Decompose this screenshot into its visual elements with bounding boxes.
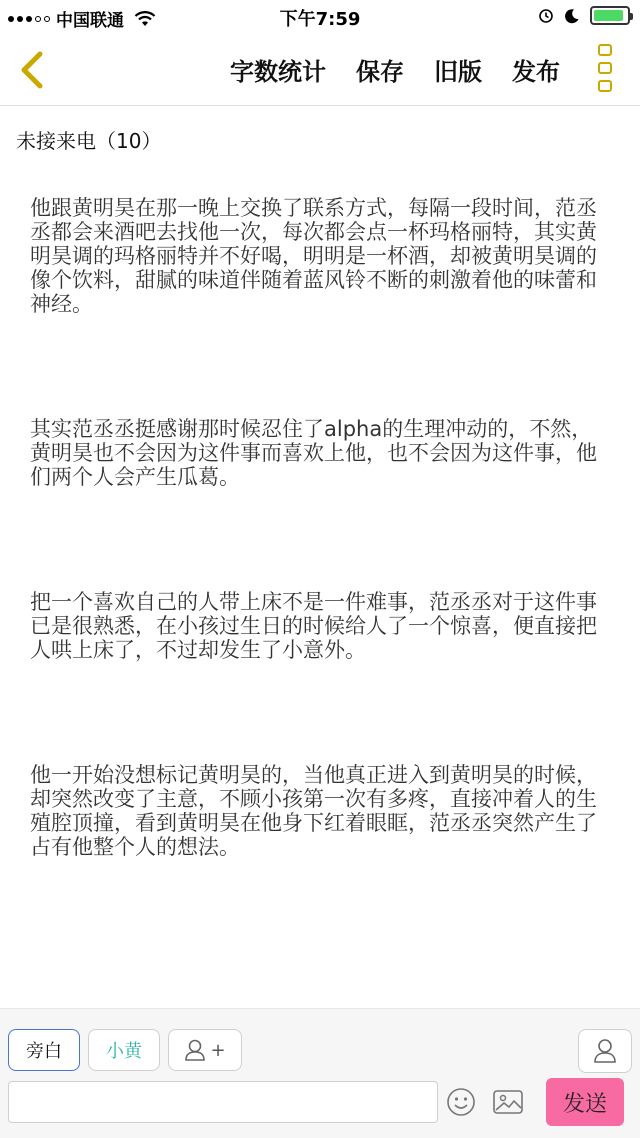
image-button[interactable]	[492, 1087, 524, 1117]
person-icon	[184, 1038, 206, 1062]
paragraph[interactable]: 他跟黄明昊在那一晚上交换了联系方式，每隔一段时间，范丞丞都会来酒吧去找他一次，每次都会点一杯玛格丽特，其实黄明昊调的玛格丽特并不好喝，明明是一杯酒，却被黄明昊调的像个饮料，甜腻的味道伴随着蓝风铃不断的刺激着他的味蕾和神经。	[30, 196, 597, 316]
moon-icon	[564, 8, 580, 24]
carrier-name: 中国联通	[56, 11, 124, 31]
role-xiaohuang-button[interactable]: 小黄	[88, 1029, 160, 1071]
add-role-button[interactable]	[168, 1029, 242, 1071]
role-narrator-button[interactable]: 旁白	[8, 1029, 80, 1071]
send-button[interactable]: 发送	[546, 1078, 624, 1126]
paragraph[interactable]: 其实范丞丞挺感谢那时候忍住了alpha的生理冲动的，不然，黄明昊也不会因为这件事而喜欢上他，也不会因为这件事，他们两个人会产生瓜葛。	[30, 417, 597, 489]
toolbar-actions	[230, 52, 560, 87]
plus-icon: +	[210, 1039, 226, 1061]
battery-icon	[590, 6, 630, 25]
editor-toolbar	[0, 34, 640, 106]
chevron-left-icon	[14, 48, 50, 92]
story-content[interactable]	[30, 196, 610, 960]
smiley-icon	[446, 1087, 476, 1117]
paragraph[interactable]: 他一开始没想标记黄明昊的，当他真正进入到黄明昊的时候，却突然改变了主意，不顾小孩第一次有多疼，直接冲着人的生殖腔顶撞，看到黄明昊在他身下红着眼眶，范丞丞突然产生了占有他整个人的想法。	[30, 763, 597, 859]
save-button[interactable]: 保存	[356, 58, 404, 86]
composer-bar	[0, 1008, 640, 1138]
person-icon	[593, 1038, 617, 1064]
role-selector	[8, 1029, 242, 1071]
battery-fill	[594, 10, 623, 21]
message-input[interactable]	[8, 1081, 438, 1123]
chapter-title[interactable]: 未接来电（10）	[16, 129, 162, 153]
status-bar	[0, 0, 640, 34]
publish-button[interactable]: 发布	[512, 58, 560, 86]
status-right	[538, 6, 630, 25]
back-button[interactable]	[14, 48, 50, 92]
paragraph[interactable]: 把一个喜欢自己的人带上床不是一件难事，范丞丞对于这件事已是很熟悉，在小孩过生日的时候给人了一个惊喜，便直接把人哄上床了，不过却发生了小意外。	[30, 590, 597, 662]
status-time: 下午7:59	[279, 9, 361, 30]
alarm-clock-icon	[538, 8, 554, 24]
old-version-button[interactable]: 旧版	[434, 58, 482, 86]
emoji-button[interactable]	[446, 1087, 476, 1117]
character-manage-button[interactable]	[578, 1029, 632, 1073]
word-count-button[interactable]: 字数统计	[230, 58, 326, 86]
more-vertical-icon[interactable]	[594, 44, 616, 92]
image-icon	[492, 1087, 524, 1117]
